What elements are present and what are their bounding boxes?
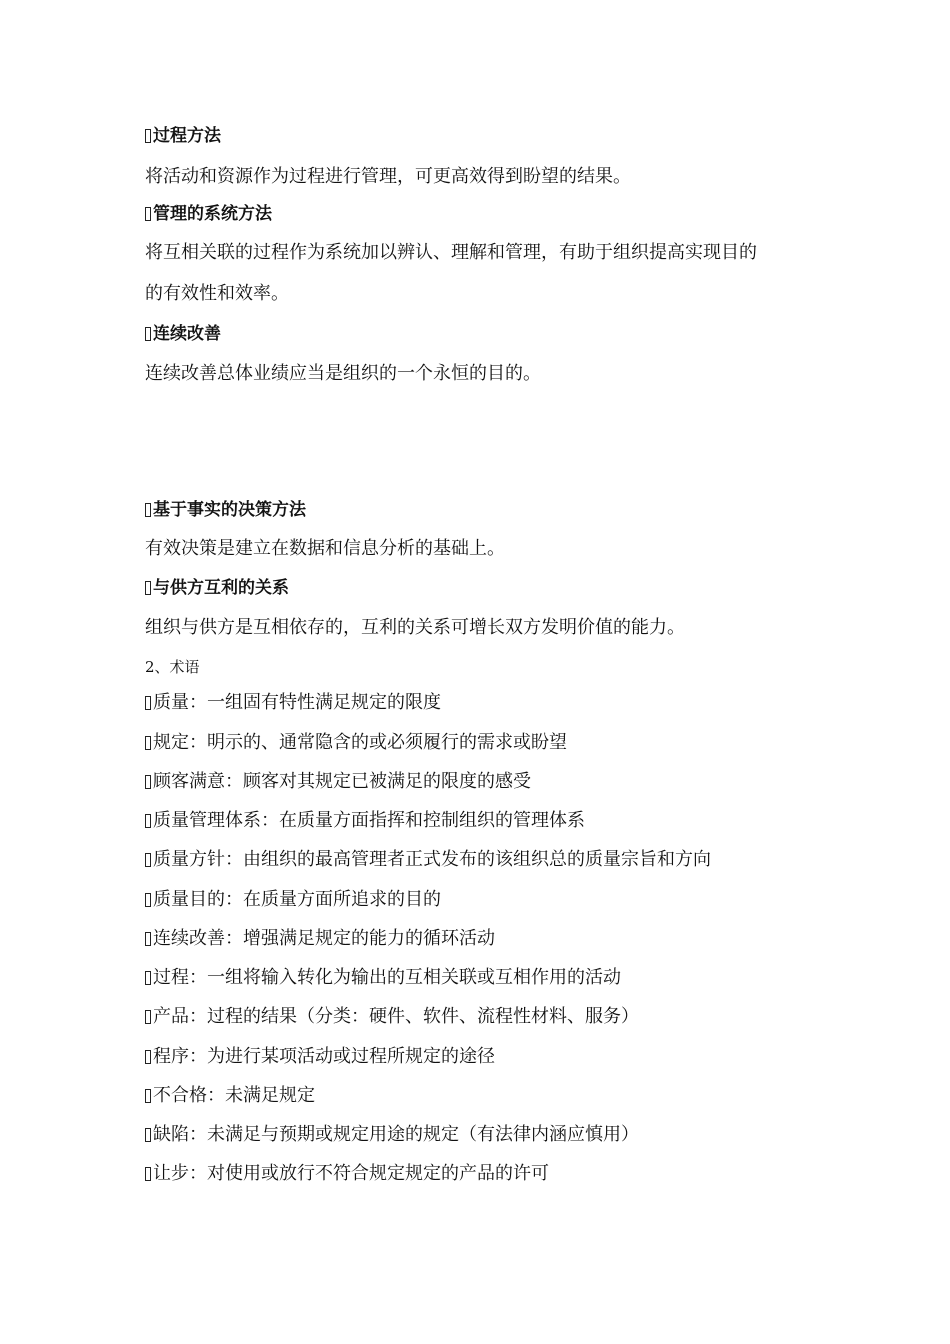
- principle-heading-text: 连续改善: [153, 324, 221, 344]
- bullet-icon: [145, 853, 151, 867]
- term-item: [145, 731, 567, 755]
- principle-body: 连续改善总体业绩应当是组织的一个永恒的目的。: [145, 363, 541, 384]
- term-text: 过程：一组将输入转化为输出的互相关联或互相作用的活动: [153, 967, 621, 988]
- principle-body: 组织与供方是互相依存的，互利的关系可增长双方发明价值的能力。: [145, 617, 685, 638]
- bullet-icon: [145, 814, 151, 828]
- principle-heading: [145, 124, 221, 148]
- term-item: [145, 770, 531, 794]
- bullet-icon: [145, 1010, 151, 1024]
- term-item: [145, 1045, 495, 1069]
- bullet-icon: [145, 893, 151, 907]
- term-item: [145, 691, 441, 715]
- term-text: 规定：明示的、通常隐含的或必须履行的需求或盼望: [153, 732, 567, 753]
- bullet-icon: [145, 775, 151, 789]
- bullet-icon: [145, 581, 151, 595]
- term-text: 顾客满意：顾客对其规定已被满足的限度的感受: [153, 771, 531, 792]
- term-text: 质量管理体系：在质量方面指挥和控制组织的管理体系: [153, 810, 585, 831]
- principle-body: 的有效性和效率。: [145, 283, 289, 304]
- section-title: 2、术语: [145, 658, 200, 676]
- term-text: 质量：一组固有特性满足规定的限度: [153, 692, 441, 713]
- principle-body: 将互相关联的过程作为系统加以辨认、理解和管理，有助于组织提高实现目的: [145, 242, 757, 263]
- term-item: [145, 1005, 639, 1029]
- term-item: [145, 848, 711, 872]
- bullet-icon: [145, 503, 151, 517]
- term-item: [145, 966, 621, 990]
- principle-heading: [145, 498, 306, 522]
- principle-heading-text: 管理的系统方法: [153, 204, 272, 224]
- bullet-icon: [145, 327, 151, 341]
- term-text: 程序：为进行某项活动或过程所规定的途径: [153, 1046, 495, 1067]
- term-text: 不合格：未满足规定: [153, 1085, 315, 1106]
- principle-heading-text: 基于事实的决策方法: [153, 500, 306, 520]
- term-text: 质量目的：在质量方面所追求的目的: [153, 889, 441, 910]
- principle-heading-text: 过程方法: [153, 126, 221, 146]
- bullet-icon: [145, 1167, 151, 1181]
- term-text: 让步：对使用或放行不符合规定规定的产品的许可: [153, 1163, 549, 1184]
- term-text: 产品：过程的结果（分类：硬件、软件、流程性材料、服务）: [153, 1006, 639, 1027]
- term-text: 连续改善：增强满足规定的能力的循环活动: [153, 928, 495, 949]
- term-item: [145, 809, 585, 833]
- principle-heading-text: 与供方互利的关系: [153, 578, 289, 598]
- principle-body: 将活动和资源作为过程进行管理，可更高效得到盼望的结果。: [145, 166, 631, 187]
- term-text: 质量方针：由组织的最高管理者正式发布的该组织总的质量宗旨和方向: [153, 849, 711, 870]
- term-item: [145, 1123, 639, 1147]
- term-item: [145, 1084, 315, 1108]
- term-text: 缺陷：未满足与预期或规定用途的规定（有法律内涵应慎用）: [153, 1124, 639, 1145]
- term-item: [145, 1162, 549, 1186]
- term-item: [145, 888, 441, 912]
- bullet-icon: [145, 932, 151, 946]
- bullet-icon: [145, 207, 151, 221]
- bullet-icon: [145, 736, 151, 750]
- bullet-icon: [145, 1050, 151, 1064]
- term-item: [145, 927, 495, 951]
- principle-heading: [145, 202, 272, 226]
- principle-heading: [145, 322, 221, 346]
- bullet-icon: [145, 129, 151, 143]
- principle-body: 有效决策是建立在数据和信息分析的基础上。: [145, 538, 505, 559]
- bullet-icon: [145, 1089, 151, 1103]
- bullet-icon: [145, 696, 151, 710]
- principle-heading: [145, 576, 289, 600]
- bullet-icon: [145, 971, 151, 985]
- bullet-icon: [145, 1128, 151, 1142]
